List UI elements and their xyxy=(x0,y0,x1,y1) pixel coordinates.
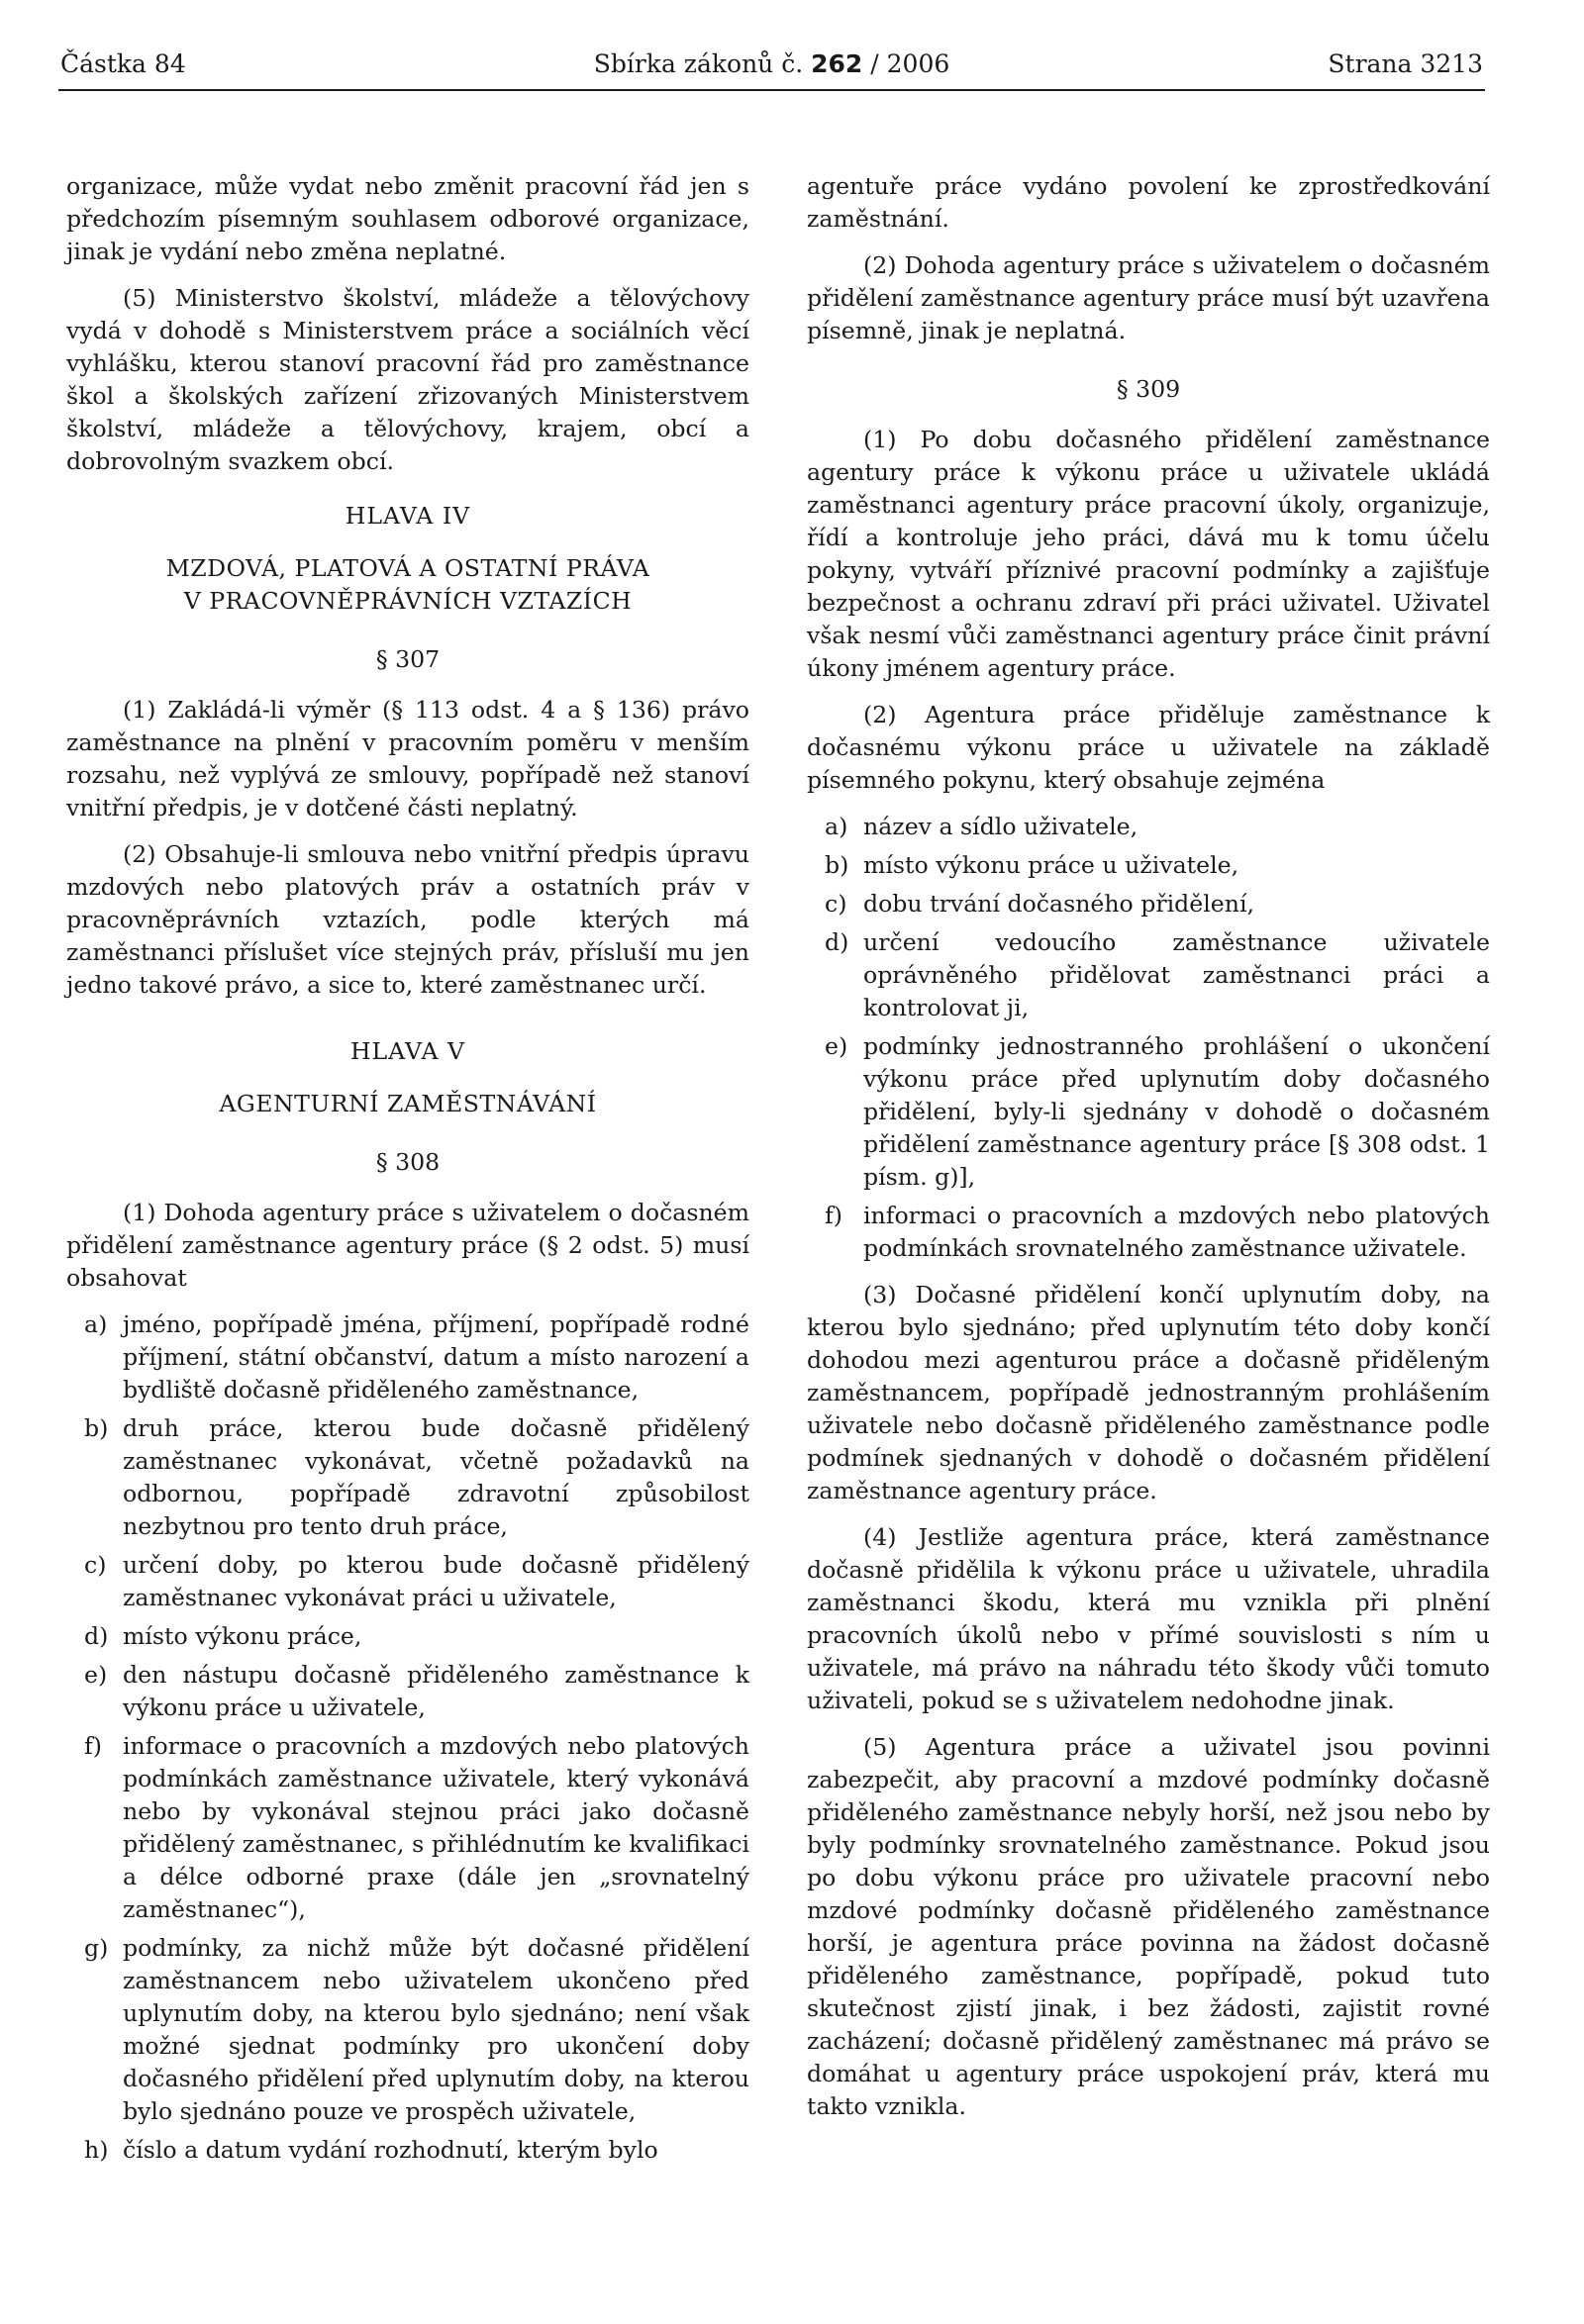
chapter-title-line: V PRACOVNĚPRÁVNÍCH VZTAZÍCH xyxy=(183,587,633,615)
section-number: § 308 xyxy=(375,1148,441,1176)
item-text: název a sídlo uživatele, xyxy=(863,813,1138,840)
chapter-title: AGENTURNÍ ZAMĚSTNÁVÁNÍ xyxy=(219,1090,597,1117)
page-header xyxy=(58,44,1485,91)
paragraph: organizace, může vydat nebo změnit pracovní řád jen s předchozím písemným souhlasem odborové organizace, jinak je vydání nebo změna neplatné. xyxy=(66,172,749,265)
item-marker: f) xyxy=(825,1202,842,1229)
header-issue: Částka 84 xyxy=(60,49,186,78)
header-year: / 2006 xyxy=(870,49,950,78)
item-marker: b) xyxy=(84,1414,109,1442)
item-marker: c) xyxy=(84,1551,107,1579)
list-item xyxy=(66,1412,749,1543)
item-marker: e) xyxy=(825,1032,848,1060)
item-text: podmínky, za nichž může být dočasné přidělení zaměstnancem nebo uživatelem ukončeno před uplynutím doby, na kterou bylo sjednáno; není však možné sjednat podmínky pro ukončení doby dočasného přidělení před uplynutím doby, na kterou bylo sjednáno pouze ve prospěch uživatele, xyxy=(123,1934,749,2125)
item-list xyxy=(807,811,1490,1265)
header-collection-prefix: Sbírka zákonů č. xyxy=(593,49,804,78)
item-marker: d) xyxy=(825,928,849,956)
item-marker: h) xyxy=(84,2136,109,2164)
paragraph: (3) Dočasné přidělení končí uplynutím doby, na kterou bylo sjednáno; před uplynutím této doby končí dohodou mezi agenturou práce a dočasně přiděleným zaměstnancem, popřípadě jednostranným prohlášením uživatele nebo dočasně přiděleného zaměstnance podle podmínek sjednaných v dohodě o dočasném přidělení zaměstnance agentury práce. xyxy=(807,1281,1490,1504)
list-item xyxy=(807,849,1490,882)
item-marker: e) xyxy=(84,1661,108,1689)
item-text: místo výkonu práce, xyxy=(123,1622,362,1650)
list-item xyxy=(807,1030,1490,1194)
list-item xyxy=(807,888,1490,920)
list-item xyxy=(807,1200,1490,1265)
item-text: jméno, popřípadě jména, příjmení, popřípadě rodné příjmení, státní občanství, datum a místo narození a bydliště dočasně přiděleného zaměstnance, xyxy=(123,1310,749,1404)
paragraph: (1) Zakládá-li výměr (§ 113 odst. 4 a § 136) právo zaměstnance na plnění v pracovním poměru v menším rozsahu, než vyplývá ze smlouvy, popřípadě než stanoví vnitřní předpis, je v dotčené části neplatný. xyxy=(66,696,749,822)
paragraph: (2) Dohoda agentury práce s uživatelem o dočasném přidělení zaměstnance agentury práce musí být uzavřena písemně, jinak je neplatná. xyxy=(807,251,1490,344)
item-marker: c) xyxy=(825,890,847,918)
list-item xyxy=(66,2134,749,2167)
list-item xyxy=(66,1659,749,1724)
item-marker: g) xyxy=(84,1934,109,1962)
item-text: určení doby, po kterou bude dočasně přidělený zaměstnanec vykonávat práci u uživatele, xyxy=(123,1551,749,1611)
paragraph: (1) Po dobu dočasného přidělení zaměstnance agentury práce k výkonu práce u uživatele ukládá zaměstnanci agentury práce pracovní úkoly, organizuje, řídí a kontroluje jeho práci, dává mu k tomu účelu pokyny, vytváří příznivé pracovní podmínky a zajišťuje bezpečnost a ochranu zdraví při práci uživatel. Uživatel však nesmí vůči zaměstnanci agentury práce činit právní úkony jménem agentury práce. xyxy=(807,426,1490,682)
list-item xyxy=(66,1730,749,1926)
item-marker: a) xyxy=(825,813,848,840)
header-law-number: 262 xyxy=(811,49,863,78)
paragraph: agentuře práce vydáno povolení ke zprostředkování zaměstnání. xyxy=(807,172,1490,233)
left-column xyxy=(66,170,749,2180)
section-number: § 309 xyxy=(1116,375,1181,403)
item-marker: f) xyxy=(84,1732,102,1760)
paragraph: (5) Agentura práce a uživatel jsou povinni zabezpečit, aby pracovní a mzdové podmínky dočasně přiděleného zaměstnance nebyly horší, než jsou nebo by byly podmínky srovnatelného zaměstnance. Pokud jsou po dobu výkonu práce pro uživatele pracovní nebo mzdové podmínky dočasně přiděleného zaměstnance horší, je agentura práce povinna na žádost dočasně přiděleného zaměstnance, popřípadě, pokud tuto skutečnost zjistí jinak, i bez žádosti, zajistit rovné zacházení; dočasně přidělený zaměstnanec má právo se domáhat u agentury práce uspokojení práv, která mu takto vznikla. xyxy=(807,1733,1490,2120)
list-item xyxy=(66,1549,749,1614)
list-item xyxy=(807,926,1490,1024)
item-marker: a) xyxy=(84,1310,108,1338)
paragraph: (1) Dohoda agentury práce s uživatelem o dočasném přidělení zaměstnance agentury práce (§ 2 odst. 5) musí obsahovat xyxy=(66,1199,749,1292)
header-collection xyxy=(594,49,950,78)
item-text: číslo a datum vydání rozhodnutí, kterým bylo xyxy=(123,2136,658,2164)
item-text: druh práce, kterou bude dočasně přidělený zaměstnanec vykonávat, včetně požadavků na odbornou, popřípadě zdravotní způsobilost nezbytnou pro tento druh práce, xyxy=(123,1414,749,1540)
chapter-title xyxy=(66,552,749,618)
list-item xyxy=(807,811,1490,843)
item-text: podmínky jednostranného prohlášení o ukončení výkonu práce před uplynutím doby dočasného přidělení, byly-li sjednány v dohodě o dočasném přidělení zaměstnance agentury práce [§ 308 odst. 1 písm. g)], xyxy=(863,1032,1490,1191)
paragraph: (2) Agentura práce přiděluje zaměstnance k dočasnému výkonu práce u uživatele na základě písemného pokynu, který obsahuje zejména xyxy=(807,701,1490,794)
item-text: místo výkonu práce u uživatele, xyxy=(863,851,1239,879)
item-list xyxy=(66,1308,749,2167)
chapter-title-line: MZDOVÁ, PLATOVÁ A OSTATNÍ PRÁVA xyxy=(165,554,650,582)
list-item xyxy=(66,1620,749,1653)
item-text: určení vedoucího zaměstnance uživatele oprávněného přidělovat zaměstnanci práci a kontrolovat ji, xyxy=(863,928,1490,1021)
paragraph: (4) Jestliže agentura práce, která zaměstnance dočasně přidělila k výkonu práce u uživatele, uhradila zaměstnanci škodu, která mu vznikla při plnění pracovních úkolů nebo v přímé souvislosti s ním u uživatele, má právo na náhradu této škody vůči tomuto uživateli, pokud se s uživatelem nedohodne jinak. xyxy=(807,1523,1490,1714)
paragraph: (2) Obsahuje-li smlouva nebo vnitřní předpis úpravu mzdových nebo platových práv a ostatních práv v pracovněprávních vztazích, podle kterých má zaměstnanci příslušet více stejných práv, přísluší mu jen jedno takové právo, a sice to, které zaměstnanec určí. xyxy=(66,840,749,999)
item-text: informaci o pracovních a mzdových nebo platových podmínkách srovnatelného zaměstnance uživatele. xyxy=(863,1202,1490,1262)
item-marker: d) xyxy=(84,1622,109,1650)
item-text: den nástupu dočasně přiděleného zaměstnance k výkonu práce u uživatele, xyxy=(123,1661,749,1721)
right-column xyxy=(807,170,1490,2137)
section-number: § 307 xyxy=(375,645,441,673)
list-item xyxy=(66,1932,749,2128)
item-text: dobu trvání dočasného přidělení, xyxy=(863,890,1254,918)
paragraph: (5) Ministerstvo školství, mládeže a tělovýchovy vydá v dohodě s Ministerstvem práce a sociálních věcí vyhlášku, kterou stanoví pracovní řád pro zaměstnance škol a školských zařízení zřizovaných Ministerstvem školství, mládeže a tělovýchovy, krajem, obcí a dobrovolným svazkem obcí. xyxy=(66,284,749,475)
item-marker: b) xyxy=(825,851,849,879)
chapter-heading: HLAVA V xyxy=(349,1037,466,1065)
item-text: informace o pracovních a mzdových nebo platových podmínkách zaměstnance uživatele, který vykonává nebo by vykonával stejnou práci jako dočasně přidělený zaměstnanec, s přihlédnutím ke kvalifikaci a délce odborné praxe (dále jen „srovnatelný zaměstnanec“), xyxy=(123,1732,749,1923)
list-item xyxy=(66,1308,749,1406)
chapter-heading: HLAVA IV xyxy=(345,502,471,530)
header-page-number: Strana 3213 xyxy=(1328,49,1483,78)
